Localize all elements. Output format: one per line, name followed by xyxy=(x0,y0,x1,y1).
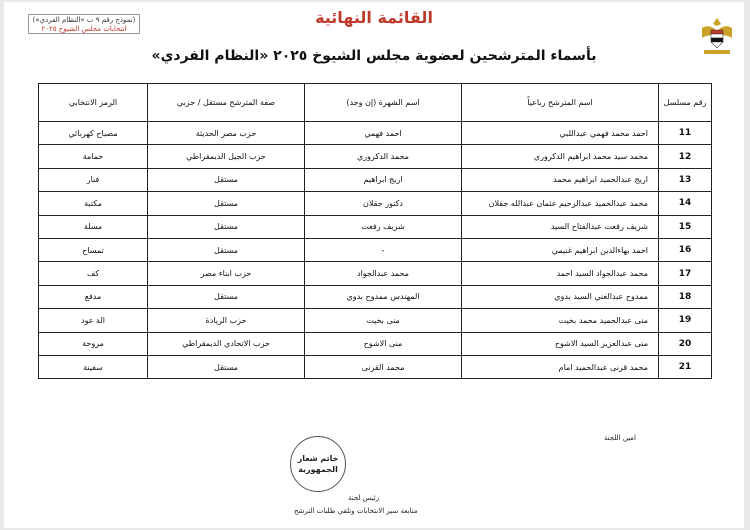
symbol-cell: مسلة xyxy=(39,215,148,238)
serial-cell: 12 xyxy=(659,145,712,168)
committee-head-label: رئيس لجنة xyxy=(348,494,380,502)
serial-cell: 19 xyxy=(659,309,712,332)
document-subtitle: بأسماء المترشحين لعضوية مجلس الشيوخ ٢٠٢٥ «النظام الفردي» xyxy=(151,48,597,64)
table-row xyxy=(39,122,712,145)
candidate-name-cell: احمد بهاءالدين ابراهيم غنيمي xyxy=(462,238,659,261)
serial-cell: 18 xyxy=(659,285,712,308)
table-row xyxy=(39,168,712,191)
candidates-table xyxy=(38,83,712,379)
serial-cell: 17 xyxy=(659,262,712,285)
candidate-name-cell: ممدوح عبدالغني السيد بدوي xyxy=(462,285,659,308)
symbol-cell: تمساح xyxy=(39,238,148,261)
nickname-cell: دكتور جقلان xyxy=(305,192,462,215)
candidate-name-cell: منى عبدالعزيز السيد الاشوح xyxy=(462,332,659,355)
capacity-cell: حزب الاتحادي الديمقراطي xyxy=(148,332,305,355)
committee-secretary-label: امين اللجنة xyxy=(603,434,636,442)
table-row xyxy=(39,145,712,168)
candidate-name-cell: منى عبدالحميد محمد بخيت xyxy=(462,309,659,332)
nickname-cell: محمد القرنى xyxy=(305,355,462,378)
symbol-cell: حمامة xyxy=(39,145,148,168)
document-page xyxy=(4,2,744,528)
candidate-name-cell: محمد سيد محمد ابراهيم الدكروري xyxy=(462,145,659,168)
capacity-cell: حزب الريادة xyxy=(148,309,305,332)
nickname-cell: محمد عبدالجواد xyxy=(305,262,462,285)
nickname-cell: المهندس ممدوح بدوي xyxy=(305,285,462,308)
page-title: القائمة النهائية xyxy=(315,8,433,27)
header-serial: رقم مسلسل xyxy=(659,84,712,122)
candidate-name-cell: شريف رفعت عبدالفتاح السيد xyxy=(462,215,659,238)
capacity-cell: مستقل xyxy=(148,215,305,238)
nickname-cell: شريف رفعت xyxy=(305,215,462,238)
capacity-cell: مستقل xyxy=(148,238,305,261)
serial-cell: 21 xyxy=(659,355,712,378)
candidate-name-cell: احمد محمد فهمي عبداللبي xyxy=(462,122,659,145)
symbol-cell: مكتبة xyxy=(39,192,148,215)
nickname-cell: - xyxy=(305,238,462,261)
header-symbol: الرمز الانتخابي xyxy=(39,84,148,122)
symbol-cell: مدفع xyxy=(39,285,148,308)
serial-cell: 14 xyxy=(659,192,712,215)
table-row xyxy=(39,309,712,332)
serial-cell: 16 xyxy=(659,238,712,261)
stamp-line-1: خاتم شعار xyxy=(297,454,339,463)
header-nickname: اسم الشهرة (إن وجد) xyxy=(305,84,462,122)
nickname-cell: احمد فهمي xyxy=(305,122,462,145)
nickname-cell: محمد الدكروري xyxy=(305,145,462,168)
table-row xyxy=(39,262,712,285)
symbol-cell: الة عود xyxy=(39,309,148,332)
capacity-cell: مستقل xyxy=(148,168,305,191)
serial-cell: 15 xyxy=(659,215,712,238)
candidate-name-cell: اريج عبدالحميد ابراهيم محمد xyxy=(462,168,659,191)
election-label: انتخابات مجلس الشيوخ ٢٠٢٥ xyxy=(41,25,127,33)
capacity-cell: حزب ابناء مصر xyxy=(148,262,305,285)
republic-stamp xyxy=(290,436,346,492)
header-capacity: صفة المترشح مستقل / حزبي xyxy=(148,84,305,122)
serial-cell: 13 xyxy=(659,168,712,191)
symbol-cell: كف xyxy=(39,262,148,285)
form-number-label: (نموذج رقم ٩ ب «النظام الفردي») xyxy=(32,16,136,24)
table-row xyxy=(39,215,712,238)
table-row xyxy=(39,332,712,355)
table-row xyxy=(39,285,712,308)
capacity-cell: مستقل xyxy=(148,285,305,308)
nickname-cell: اريج ابراهيم xyxy=(305,168,462,191)
symbol-cell: مصباح كهربائي xyxy=(39,122,148,145)
symbol-cell: سفينة xyxy=(39,355,148,378)
candidate-name-cell: محمد عبدالحميد عبدالرحيم عثمان عبدالله جقلان xyxy=(462,192,659,215)
symbol-cell: فنار xyxy=(39,168,148,191)
capacity-cell: حزب مصر الحديثة xyxy=(148,122,305,145)
capacity-cell: حزب الجيل الديمقراطي xyxy=(148,145,305,168)
stamp-line-2: الجمهورية xyxy=(298,465,338,474)
table-header-row xyxy=(39,84,712,122)
capacity-cell: مستقل xyxy=(148,192,305,215)
table-row xyxy=(39,355,712,378)
capacity-cell: مستقل xyxy=(148,355,305,378)
candidate-name-cell: محمد عبدالجواد السيد احمد xyxy=(462,262,659,285)
header-candidate-name: اسم المترشح رباعياً xyxy=(462,84,659,122)
table-row xyxy=(39,238,712,261)
serial-cell: 11 xyxy=(659,122,712,145)
table-row xyxy=(39,192,712,215)
serial-cell: 20 xyxy=(659,332,712,355)
candidate-name-cell: محمد قرنى عبدالحميد امام xyxy=(462,355,659,378)
committee-head-description: متابعة سير الانتخابات وتلقي طلبات الترشح xyxy=(294,507,418,515)
nickname-cell: منى الاشوح xyxy=(305,332,462,355)
form-number-box xyxy=(28,14,140,34)
symbol-cell: مروحة xyxy=(39,332,148,355)
nickname-cell: منى بخيت xyxy=(305,309,462,332)
